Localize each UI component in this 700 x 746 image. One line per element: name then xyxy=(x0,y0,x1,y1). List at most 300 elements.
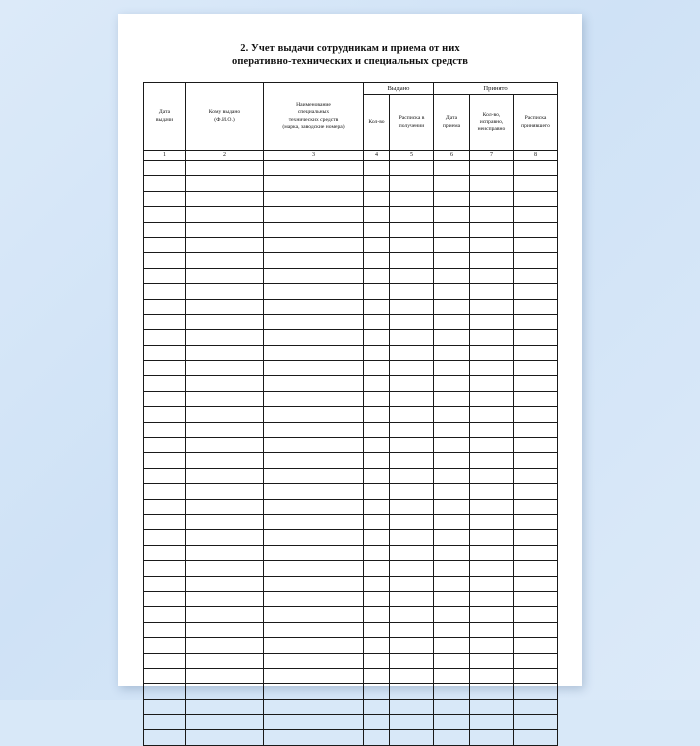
table-cell-issued_qty[interactable] xyxy=(364,207,390,222)
table-cell-acceptor_signature[interactable] xyxy=(514,422,558,437)
table-cell-receipt_signature[interactable] xyxy=(390,668,434,683)
table-cell-receipt_signature[interactable] xyxy=(390,730,434,745)
table-cell-issued_qty[interactable] xyxy=(364,314,390,329)
table-cell-equipment_name[interactable] xyxy=(264,453,364,468)
table-cell-issued_qty[interactable] xyxy=(364,222,390,237)
table-cell-receipt_signature[interactable] xyxy=(390,345,434,360)
table-cell-date_received[interactable] xyxy=(434,330,470,345)
table-cell-received_qty[interactable] xyxy=(470,284,514,299)
table-row[interactable] xyxy=(144,638,558,653)
table-cell-issued_qty[interactable] xyxy=(364,376,390,391)
table-cell-acceptor_signature[interactable] xyxy=(514,576,558,591)
table-cell-issued_to[interactable] xyxy=(186,561,264,576)
table-row[interactable] xyxy=(144,268,558,283)
table-cell-equipment_name[interactable] xyxy=(264,299,364,314)
table-cell-date_issued[interactable] xyxy=(144,622,186,637)
table-cell-acceptor_signature[interactable] xyxy=(514,622,558,637)
table-cell-equipment_name[interactable] xyxy=(264,330,364,345)
table-row[interactable] xyxy=(144,499,558,514)
table-cell-receipt_signature[interactable] xyxy=(390,653,434,668)
table-cell-date_issued[interactable] xyxy=(144,684,186,699)
table-cell-equipment_name[interactable] xyxy=(264,699,364,714)
table-cell-issued_qty[interactable] xyxy=(364,653,390,668)
table-row[interactable] xyxy=(144,391,558,406)
table-row[interactable] xyxy=(144,376,558,391)
table-cell-receipt_signature[interactable] xyxy=(390,576,434,591)
table-cell-date_received[interactable] xyxy=(434,699,470,714)
table-cell-received_qty[interactable] xyxy=(470,591,514,606)
table-cell-date_received[interactable] xyxy=(434,345,470,360)
table-cell-receipt_signature[interactable] xyxy=(390,161,434,176)
table-cell-date_received[interactable] xyxy=(434,730,470,745)
table-cell-acceptor_signature[interactable] xyxy=(514,237,558,252)
table-cell-date_received[interactable] xyxy=(434,668,470,683)
table-cell-date_received[interactable] xyxy=(434,361,470,376)
table-row[interactable] xyxy=(144,330,558,345)
table-cell-equipment_name[interactable] xyxy=(264,730,364,745)
table-cell-issued_qty[interactable] xyxy=(364,545,390,560)
table-cell-issued_to[interactable] xyxy=(186,268,264,283)
table-cell-received_qty[interactable] xyxy=(470,422,514,437)
table-row[interactable] xyxy=(144,622,558,637)
table-cell-received_qty[interactable] xyxy=(470,699,514,714)
table-row[interactable] xyxy=(144,468,558,483)
table-cell-date_issued[interactable] xyxy=(144,607,186,622)
table-cell-date_received[interactable] xyxy=(434,391,470,406)
table-cell-equipment_name[interactable] xyxy=(264,607,364,622)
table-cell-acceptor_signature[interactable] xyxy=(514,161,558,176)
table-cell-receipt_signature[interactable] xyxy=(390,376,434,391)
table-row[interactable] xyxy=(144,207,558,222)
table-cell-date_issued[interactable] xyxy=(144,561,186,576)
table-row[interactable] xyxy=(144,191,558,206)
table-row[interactable] xyxy=(144,176,558,191)
table-cell-issued_qty[interactable] xyxy=(364,530,390,545)
table-cell-issued_qty[interactable] xyxy=(364,345,390,360)
table-cell-issued_to[interactable] xyxy=(186,453,264,468)
table-cell-receipt_signature[interactable] xyxy=(390,299,434,314)
table-cell-equipment_name[interactable] xyxy=(264,638,364,653)
table-cell-receipt_signature[interactable] xyxy=(390,622,434,637)
table-row[interactable] xyxy=(144,253,558,268)
table-cell-date_issued[interactable] xyxy=(144,299,186,314)
table-cell-issued_to[interactable] xyxy=(186,222,264,237)
table-cell-equipment_name[interactable] xyxy=(264,253,364,268)
table-cell-issued_qty[interactable] xyxy=(364,191,390,206)
table-cell-date_issued[interactable] xyxy=(144,484,186,499)
table-cell-equipment_name[interactable] xyxy=(264,715,364,730)
table-cell-date_issued[interactable] xyxy=(144,391,186,406)
table-cell-date_received[interactable] xyxy=(434,422,470,437)
table-cell-issued_to[interactable] xyxy=(186,484,264,499)
table-cell-date_issued[interactable] xyxy=(144,237,186,252)
table-cell-receipt_signature[interactable] xyxy=(390,237,434,252)
table-cell-date_received[interactable] xyxy=(434,376,470,391)
table-cell-date_issued[interactable] xyxy=(144,284,186,299)
table-cell-date_issued[interactable] xyxy=(144,576,186,591)
table-row[interactable] xyxy=(144,237,558,252)
table-row[interactable] xyxy=(144,314,558,329)
table-cell-acceptor_signature[interactable] xyxy=(514,468,558,483)
table-row[interactable] xyxy=(144,653,558,668)
table-cell-date_received[interactable] xyxy=(434,207,470,222)
table-cell-date_issued[interactable] xyxy=(144,176,186,191)
table-cell-acceptor_signature[interactable] xyxy=(514,591,558,606)
table-cell-equipment_name[interactable] xyxy=(264,514,364,529)
table-cell-issued_to[interactable] xyxy=(186,499,264,514)
table-cell-equipment_name[interactable] xyxy=(264,484,364,499)
table-cell-issued_qty[interactable] xyxy=(364,607,390,622)
table-cell-date_issued[interactable] xyxy=(144,407,186,422)
table-cell-date_issued[interactable] xyxy=(144,699,186,714)
table-cell-issued_to[interactable] xyxy=(186,699,264,714)
table-cell-issued_qty[interactable] xyxy=(364,715,390,730)
table-cell-received_qty[interactable] xyxy=(470,484,514,499)
table-cell-acceptor_signature[interactable] xyxy=(514,530,558,545)
table-cell-equipment_name[interactable] xyxy=(264,345,364,360)
table-cell-acceptor_signature[interactable] xyxy=(514,253,558,268)
table-cell-receipt_signature[interactable] xyxy=(390,607,434,622)
table-cell-acceptor_signature[interactable] xyxy=(514,730,558,745)
table-cell-received_qty[interactable] xyxy=(470,468,514,483)
table-cell-issued_qty[interactable] xyxy=(364,684,390,699)
table-cell-issued_to[interactable] xyxy=(186,376,264,391)
table-cell-issued_qty[interactable] xyxy=(364,176,390,191)
table-cell-date_issued[interactable] xyxy=(144,453,186,468)
table-cell-issued_qty[interactable] xyxy=(364,561,390,576)
table-cell-received_qty[interactable] xyxy=(470,299,514,314)
table-cell-date_issued[interactable] xyxy=(144,545,186,560)
table-row[interactable] xyxy=(144,438,558,453)
table-cell-date_issued[interactable] xyxy=(144,345,186,360)
table-cell-date_received[interactable] xyxy=(434,191,470,206)
table-cell-receipt_signature[interactable] xyxy=(390,391,434,406)
table-cell-receipt_signature[interactable] xyxy=(390,561,434,576)
table-cell-received_qty[interactable] xyxy=(470,499,514,514)
table-cell-issued_qty[interactable] xyxy=(364,453,390,468)
table-cell-date_received[interactable] xyxy=(434,222,470,237)
table-cell-equipment_name[interactable] xyxy=(264,561,364,576)
table-cell-receipt_signature[interactable] xyxy=(390,268,434,283)
table-cell-equipment_name[interactable] xyxy=(264,314,364,329)
table-cell-date_received[interactable] xyxy=(434,468,470,483)
table-cell-received_qty[interactable] xyxy=(470,545,514,560)
table-cell-equipment_name[interactable] xyxy=(264,161,364,176)
table-cell-date_issued[interactable] xyxy=(144,161,186,176)
table-row[interactable] xyxy=(144,361,558,376)
table-cell-issued_qty[interactable] xyxy=(364,699,390,714)
table-cell-date_received[interactable] xyxy=(434,684,470,699)
table-row[interactable] xyxy=(144,699,558,714)
table-cell-equipment_name[interactable] xyxy=(264,545,364,560)
table-cell-acceptor_signature[interactable] xyxy=(514,514,558,529)
table-cell-received_qty[interactable] xyxy=(470,161,514,176)
table-cell-date_issued[interactable] xyxy=(144,314,186,329)
table-cell-acceptor_signature[interactable] xyxy=(514,376,558,391)
table-cell-acceptor_signature[interactable] xyxy=(514,607,558,622)
table-cell-issued_to[interactable] xyxy=(186,161,264,176)
table-cell-issued_qty[interactable] xyxy=(364,668,390,683)
table-cell-date_issued[interactable] xyxy=(144,638,186,653)
table-cell-acceptor_signature[interactable] xyxy=(514,314,558,329)
table-cell-issued_qty[interactable] xyxy=(364,638,390,653)
table-cell-date_received[interactable] xyxy=(434,176,470,191)
table-cell-issued_qty[interactable] xyxy=(364,268,390,283)
table-cell-receipt_signature[interactable] xyxy=(390,638,434,653)
table-cell-date_issued[interactable] xyxy=(144,422,186,437)
table-cell-date_issued[interactable] xyxy=(144,268,186,283)
table-cell-issued_to[interactable] xyxy=(186,468,264,483)
table-cell-issued_qty[interactable] xyxy=(364,514,390,529)
table-cell-issued_to[interactable] xyxy=(186,407,264,422)
table-cell-receipt_signature[interactable] xyxy=(390,438,434,453)
table-cell-equipment_name[interactable] xyxy=(264,176,364,191)
table-cell-issued_to[interactable] xyxy=(186,345,264,360)
table-cell-date_received[interactable] xyxy=(434,453,470,468)
table-cell-receipt_signature[interactable] xyxy=(390,407,434,422)
table-cell-acceptor_signature[interactable] xyxy=(514,222,558,237)
table-cell-received_qty[interactable] xyxy=(470,330,514,345)
table-cell-acceptor_signature[interactable] xyxy=(514,191,558,206)
table-cell-date_received[interactable] xyxy=(434,576,470,591)
table-cell-date_received[interactable] xyxy=(434,268,470,283)
table-cell-date_received[interactable] xyxy=(434,638,470,653)
table-cell-receipt_signature[interactable] xyxy=(390,468,434,483)
table-cell-issued_qty[interactable] xyxy=(364,422,390,437)
table-cell-issued_qty[interactable] xyxy=(364,284,390,299)
table-cell-equipment_name[interactable] xyxy=(264,361,364,376)
table-cell-acceptor_signature[interactable] xyxy=(514,268,558,283)
table-cell-date_received[interactable] xyxy=(434,299,470,314)
table-cell-issued_qty[interactable] xyxy=(364,330,390,345)
table-cell-date_issued[interactable] xyxy=(144,330,186,345)
table-cell-issued_qty[interactable] xyxy=(364,468,390,483)
table-cell-receipt_signature[interactable] xyxy=(390,715,434,730)
table-cell-receipt_signature[interactable] xyxy=(390,253,434,268)
table-cell-receipt_signature[interactable] xyxy=(390,699,434,714)
table-cell-date_issued[interactable] xyxy=(144,668,186,683)
table-cell-issued_to[interactable] xyxy=(186,545,264,560)
table-cell-received_qty[interactable] xyxy=(470,668,514,683)
table-cell-acceptor_signature[interactable] xyxy=(514,330,558,345)
table-cell-issued_to[interactable] xyxy=(186,237,264,252)
table-cell-issued_to[interactable] xyxy=(186,391,264,406)
table-cell-date_received[interactable] xyxy=(434,591,470,606)
table-cell-equipment_name[interactable] xyxy=(264,591,364,606)
table-cell-received_qty[interactable] xyxy=(470,253,514,268)
table-cell-issued_qty[interactable] xyxy=(364,591,390,606)
table-cell-receipt_signature[interactable] xyxy=(390,330,434,345)
table-row[interactable] xyxy=(144,684,558,699)
table-cell-equipment_name[interactable] xyxy=(264,653,364,668)
table-cell-received_qty[interactable] xyxy=(470,638,514,653)
table-cell-date_issued[interactable] xyxy=(144,207,186,222)
table-cell-date_issued[interactable] xyxy=(144,730,186,745)
table-cell-equipment_name[interactable] xyxy=(264,684,364,699)
table-cell-acceptor_signature[interactable] xyxy=(514,407,558,422)
table-cell-receipt_signature[interactable] xyxy=(390,484,434,499)
table-cell-acceptor_signature[interactable] xyxy=(514,715,558,730)
table-cell-receipt_signature[interactable] xyxy=(390,545,434,560)
table-cell-received_qty[interactable] xyxy=(470,176,514,191)
table-cell-issued_to[interactable] xyxy=(186,638,264,653)
table-cell-acceptor_signature[interactable] xyxy=(514,299,558,314)
table-cell-date_issued[interactable] xyxy=(144,361,186,376)
table-cell-date_received[interactable] xyxy=(434,514,470,529)
table-cell-date_received[interactable] xyxy=(434,484,470,499)
table-cell-receipt_signature[interactable] xyxy=(390,514,434,529)
table-cell-date_issued[interactable] xyxy=(144,438,186,453)
table-cell-equipment_name[interactable] xyxy=(264,499,364,514)
table-cell-receipt_signature[interactable] xyxy=(390,314,434,329)
table-cell-issued_qty[interactable] xyxy=(364,730,390,745)
table-cell-date_issued[interactable] xyxy=(144,499,186,514)
table-cell-issued_qty[interactable] xyxy=(364,438,390,453)
table-cell-acceptor_signature[interactable] xyxy=(514,699,558,714)
table-cell-received_qty[interactable] xyxy=(470,530,514,545)
table-cell-date_received[interactable] xyxy=(434,253,470,268)
table-cell-received_qty[interactable] xyxy=(470,376,514,391)
table-cell-issued_to[interactable] xyxy=(186,715,264,730)
table-cell-date_received[interactable] xyxy=(434,653,470,668)
table-cell-issued_to[interactable] xyxy=(186,653,264,668)
table-row[interactable] xyxy=(144,668,558,683)
table-cell-issued_to[interactable] xyxy=(186,530,264,545)
table-row[interactable] xyxy=(144,484,558,499)
table-row[interactable] xyxy=(144,576,558,591)
table-cell-issued_to[interactable] xyxy=(186,622,264,637)
table-cell-equipment_name[interactable] xyxy=(264,268,364,283)
table-cell-date_received[interactable] xyxy=(434,545,470,560)
table-cell-acceptor_signature[interactable] xyxy=(514,668,558,683)
table-cell-equipment_name[interactable] xyxy=(264,468,364,483)
table-cell-date_received[interactable] xyxy=(434,438,470,453)
table-row[interactable] xyxy=(144,730,558,745)
table-cell-acceptor_signature[interactable] xyxy=(514,545,558,560)
table-cell-received_qty[interactable] xyxy=(470,715,514,730)
table-cell-issued_qty[interactable] xyxy=(364,299,390,314)
table-cell-acceptor_signature[interactable] xyxy=(514,653,558,668)
table-row[interactable] xyxy=(144,607,558,622)
table-cell-issued_to[interactable] xyxy=(186,330,264,345)
table-cell-acceptor_signature[interactable] xyxy=(514,345,558,360)
table-cell-date_issued[interactable] xyxy=(144,514,186,529)
table-cell-received_qty[interactable] xyxy=(470,361,514,376)
table-cell-receipt_signature[interactable] xyxy=(390,284,434,299)
table-cell-date_issued[interactable] xyxy=(144,376,186,391)
table-cell-date_issued[interactable] xyxy=(144,253,186,268)
table-cell-issued_to[interactable] xyxy=(186,284,264,299)
table-row[interactable] xyxy=(144,715,558,730)
table-cell-issued_qty[interactable] xyxy=(364,622,390,637)
table-cell-equipment_name[interactable] xyxy=(264,207,364,222)
table-cell-date_issued[interactable] xyxy=(144,222,186,237)
table-cell-issued_to[interactable] xyxy=(186,176,264,191)
table-cell-issued_qty[interactable] xyxy=(364,576,390,591)
table-cell-received_qty[interactable] xyxy=(470,438,514,453)
table-row[interactable] xyxy=(144,561,558,576)
table-cell-issued_to[interactable] xyxy=(186,607,264,622)
table-cell-issued_qty[interactable] xyxy=(364,161,390,176)
table-cell-receipt_signature[interactable] xyxy=(390,453,434,468)
table-cell-received_qty[interactable] xyxy=(470,268,514,283)
table-row[interactable] xyxy=(144,222,558,237)
table-cell-date_received[interactable] xyxy=(434,314,470,329)
table-cell-issued_to[interactable] xyxy=(186,361,264,376)
table-cell-receipt_signature[interactable] xyxy=(390,176,434,191)
table-cell-issued_to[interactable] xyxy=(186,514,264,529)
table-cell-issued_qty[interactable] xyxy=(364,407,390,422)
table-cell-issued_qty[interactable] xyxy=(364,484,390,499)
table-cell-receipt_signature[interactable] xyxy=(390,591,434,606)
table-row[interactable] xyxy=(144,530,558,545)
table-cell-date_issued[interactable] xyxy=(144,591,186,606)
table-cell-equipment_name[interactable] xyxy=(264,668,364,683)
table-cell-date_issued[interactable] xyxy=(144,715,186,730)
table-cell-received_qty[interactable] xyxy=(470,607,514,622)
table-cell-received_qty[interactable] xyxy=(470,622,514,637)
table-cell-issued_to[interactable] xyxy=(186,207,264,222)
table-row[interactable] xyxy=(144,591,558,606)
table-cell-receipt_signature[interactable] xyxy=(390,684,434,699)
table-cell-acceptor_signature[interactable] xyxy=(514,361,558,376)
table-cell-date_received[interactable] xyxy=(434,607,470,622)
table-cell-equipment_name[interactable] xyxy=(264,422,364,437)
table-cell-issued_qty[interactable] xyxy=(364,499,390,514)
table-cell-equipment_name[interactable] xyxy=(264,438,364,453)
table-cell-date_received[interactable] xyxy=(434,715,470,730)
table-cell-received_qty[interactable] xyxy=(470,407,514,422)
table-cell-receipt_signature[interactable] xyxy=(390,422,434,437)
table-cell-acceptor_signature[interactable] xyxy=(514,207,558,222)
table-cell-acceptor_signature[interactable] xyxy=(514,391,558,406)
table-cell-acceptor_signature[interactable] xyxy=(514,499,558,514)
table-cell-issued_to[interactable] xyxy=(186,191,264,206)
table-cell-equipment_name[interactable] xyxy=(264,376,364,391)
table-row[interactable] xyxy=(144,161,558,176)
table-cell-acceptor_signature[interactable] xyxy=(514,176,558,191)
table-cell-equipment_name[interactable] xyxy=(264,191,364,206)
table-cell-acceptor_signature[interactable] xyxy=(514,561,558,576)
table-cell-date_received[interactable] xyxy=(434,284,470,299)
table-cell-equipment_name[interactable] xyxy=(264,391,364,406)
table-cell-issued_to[interactable] xyxy=(186,591,264,606)
table-cell-receipt_signature[interactable] xyxy=(390,361,434,376)
table-cell-received_qty[interactable] xyxy=(470,345,514,360)
table-cell-acceptor_signature[interactable] xyxy=(514,484,558,499)
table-cell-date_received[interactable] xyxy=(434,530,470,545)
table-cell-receipt_signature[interactable] xyxy=(390,222,434,237)
table-cell-issued_to[interactable] xyxy=(186,730,264,745)
table-cell-date_issued[interactable] xyxy=(144,191,186,206)
table-row[interactable] xyxy=(144,407,558,422)
table-cell-issued_to[interactable] xyxy=(186,684,264,699)
table-cell-issued_to[interactable] xyxy=(186,299,264,314)
table-cell-acceptor_signature[interactable] xyxy=(514,638,558,653)
table-cell-date_issued[interactable] xyxy=(144,653,186,668)
table-cell-issued_qty[interactable] xyxy=(364,391,390,406)
table-cell-received_qty[interactable] xyxy=(470,237,514,252)
table-row[interactable] xyxy=(144,514,558,529)
table-cell-equipment_name[interactable] xyxy=(264,576,364,591)
table-cell-received_qty[interactable] xyxy=(470,653,514,668)
table-cell-equipment_name[interactable] xyxy=(264,622,364,637)
table-row[interactable] xyxy=(144,299,558,314)
table-cell-issued_to[interactable] xyxy=(186,314,264,329)
table-cell-date_received[interactable] xyxy=(434,407,470,422)
table-cell-received_qty[interactable] xyxy=(470,191,514,206)
table-cell-equipment_name[interactable] xyxy=(264,237,364,252)
